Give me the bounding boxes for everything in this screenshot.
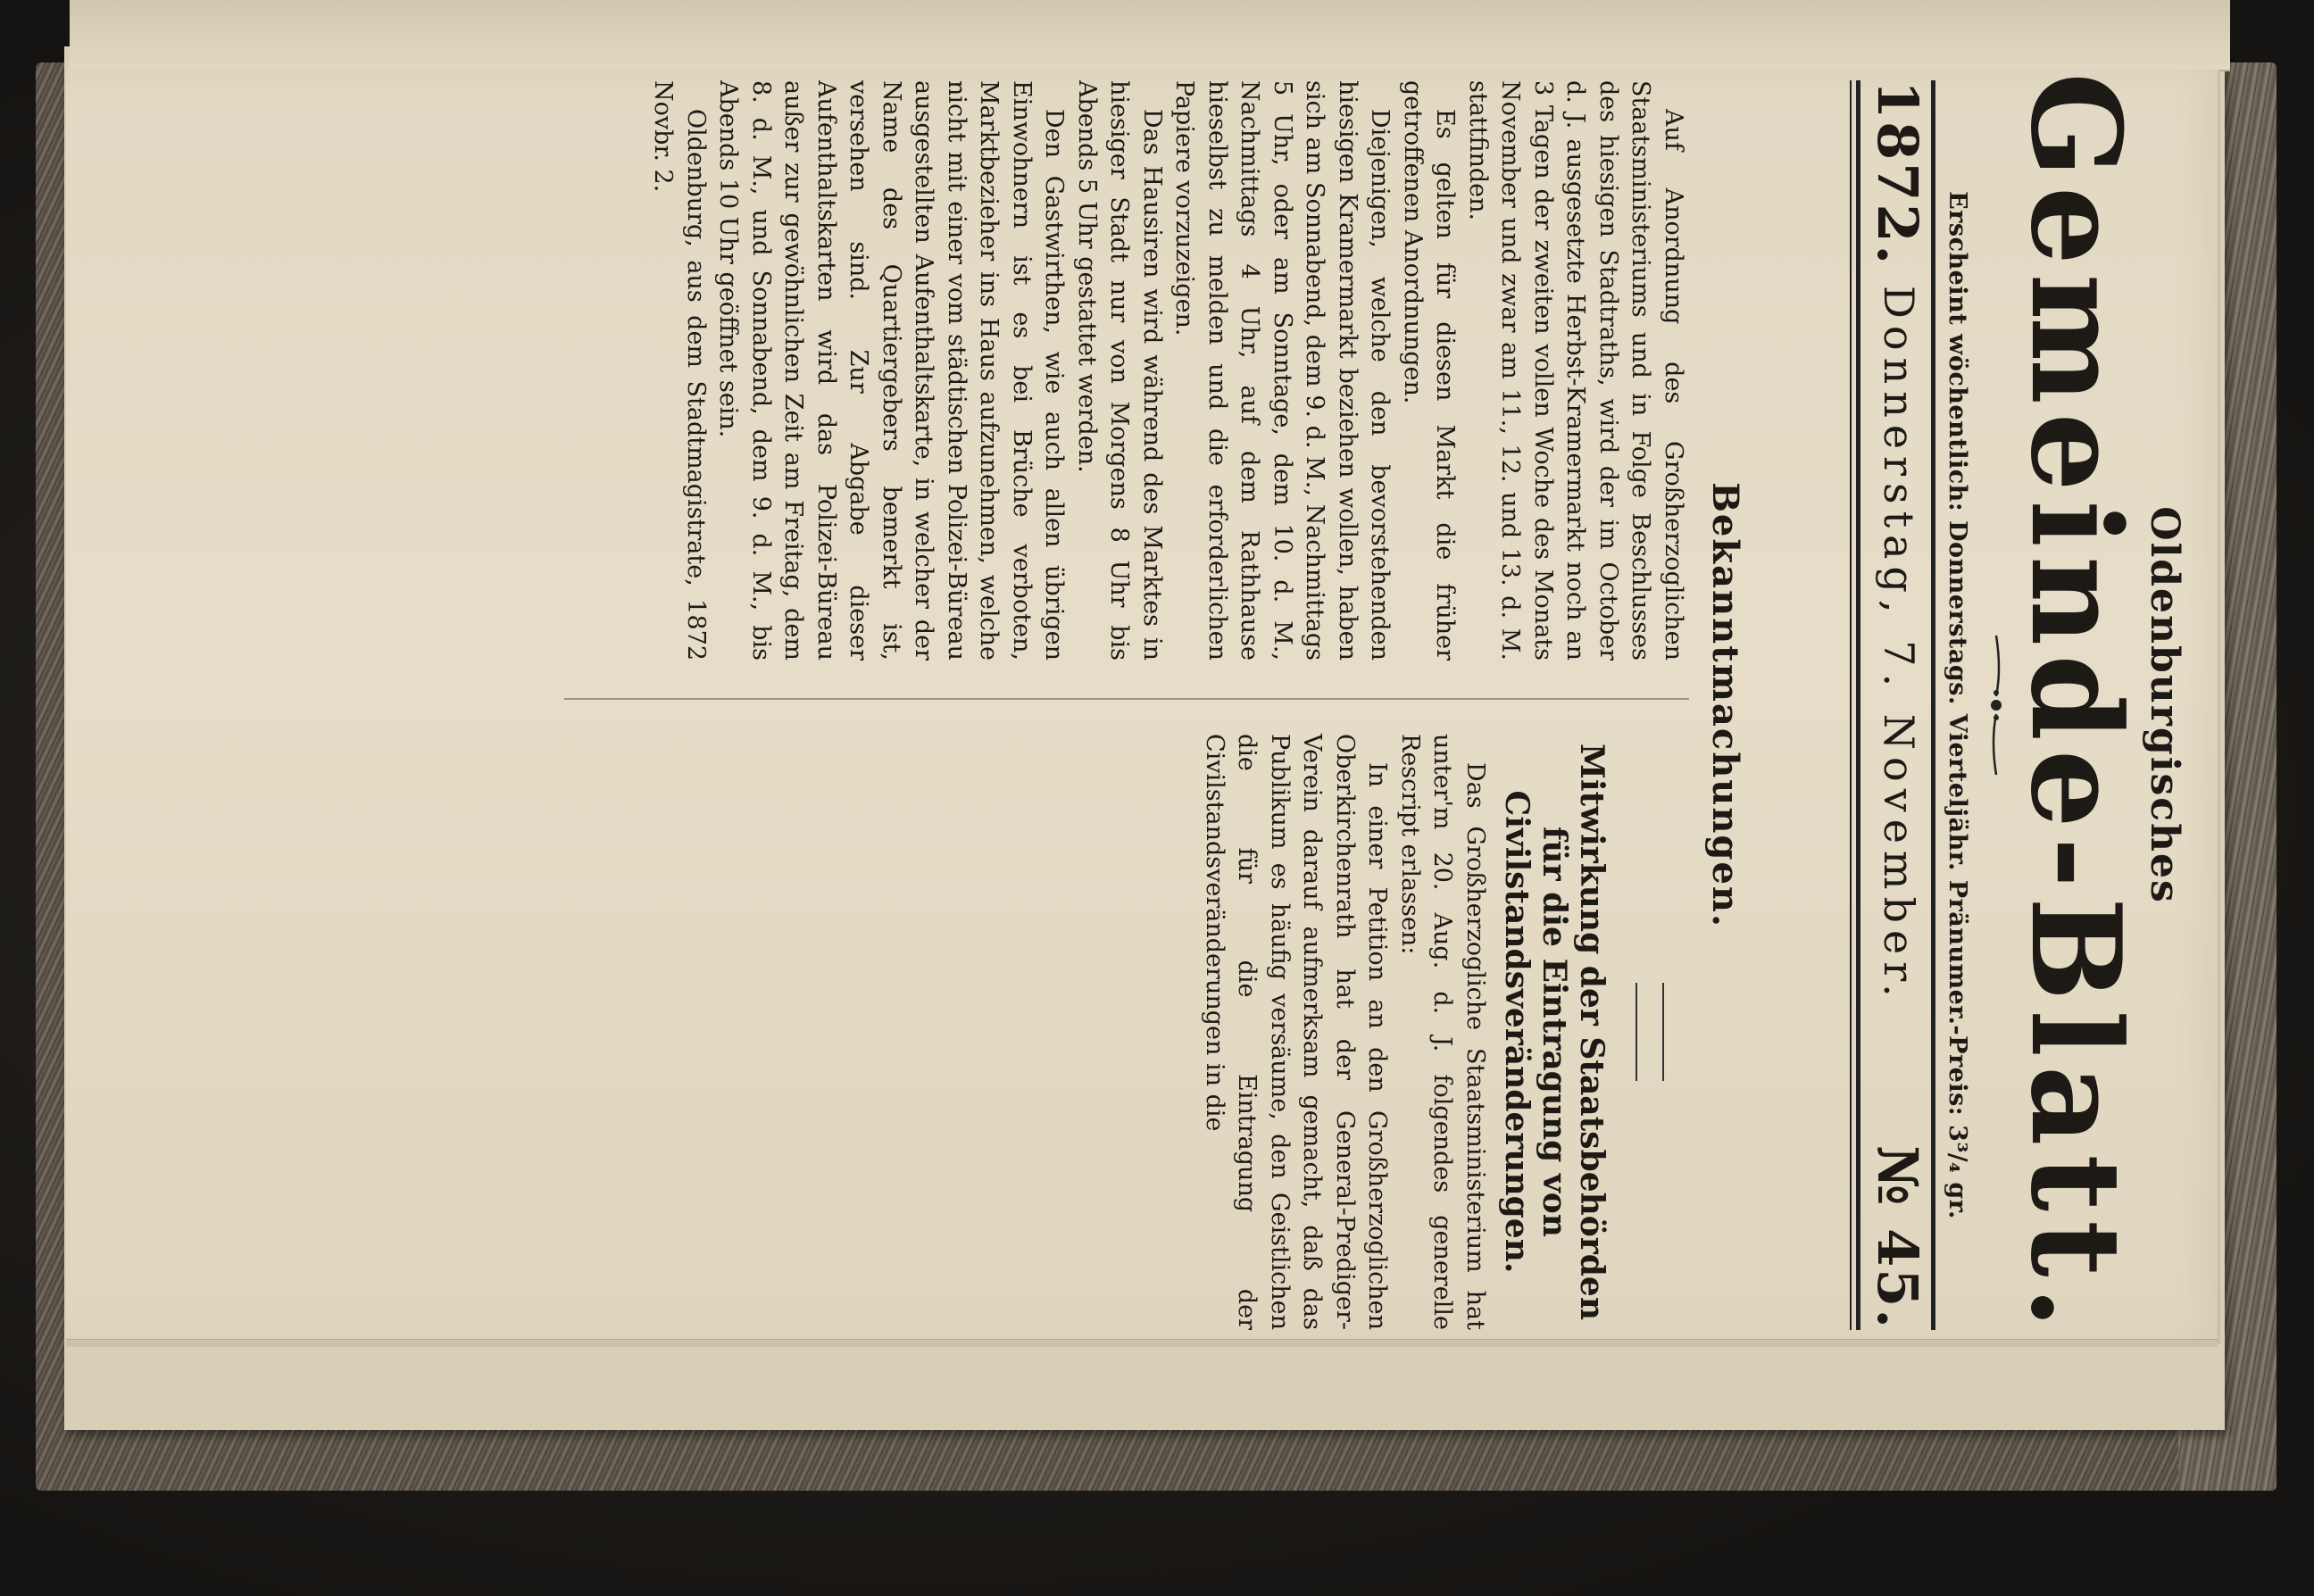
masthead-place-title: Oldenburgisches [2142,506,2187,904]
left-paragraph-5: Den Gastwirthen, wie auch allen übrigen Einwohnern ist es bei Brüche verboten, Marktbezieher ins Haus aufzunehmen, welche nicht mit einer vom städtischen Polizei-Büreau ausgestellten Aufenthaltskarte, in welcher der Name des Quartiergebers bemerkt ist, versehen sind. Zur Abgabe dieser Aufenthaltskarten wird das Polizei-Büreau außer zur gewöhnlichen Zeit am Freitag, dem 8. d. M., und Sonnabend, dem 9. d. M., bis Abends 10 Uhr geöffnet sein. [714,80,1069,661]
masthead-rule-bottom [1856,80,1860,1330]
right-column [1198,734,1690,1330]
rotated-page-content [66,71,2218,1339]
left-signoff: Oldenburg, aus dem Stadtmagistrate, 1872 Novbr. 2. [649,80,710,661]
article-separator-2 [1636,983,1637,1081]
masthead-frequency-line: Erscheint wöchentlich: Donnerstags. Vierteljähr. Pränumer.-Preis: 3³/₄ gr. [1944,191,1971,1219]
left-paragraph-3: Diejenigen, welche den bevorstehenden hiesigen Kramermarkt beziehen wollen, haben sich am Sonnabend, dem 9. d. M., Nachmittags 5 Uhr, oder am Sonntage, dem 10. d. M., Nachmittags 4 Uhr, auf dem Rathhause hieselbst zu melden und die erforderlichen Papiere vorzuzeigen. [1170,80,1394,661]
issue-date: Donnerstag, 7. November. [1875,286,1923,1004]
article-title: Mitwirkung der Staatsbehörden für die Eintragung von Civilstandsveränderungen. [1498,743,1611,1320]
left-paragraph-4: Das Hausiren wird während des Marktes in hiesiger Stadt nur von Morgens 8 Uhr bis Abends 5 Uhr gestattet werden. [1073,80,1166,661]
column-divider [564,698,1689,700]
section-heading-announcements: Bekanntmachungen. [1704,482,1746,928]
ornament-divider-icon [1978,634,2014,777]
issue-year: 1872. [1865,80,1930,268]
page-bottom-edge [66,1339,2218,1347]
issue-line [1859,80,1930,1330]
right-paragraph-1: Das Großherzogliche Staatsministerium hat unter'm 20. Aug. d. J. folgendes generelle Rescript erlassen: [1396,734,1489,1330]
issue-number: № 45. [1865,1145,1930,1330]
left-column [646,80,1689,661]
masthead-rule-bottom-thin [1850,80,1852,1330]
left-paragraph-2: Es gelten für diesen Markt die früher getroffenen Anordnungen. [1399,80,1460,661]
masthead-rule-top [1931,80,1935,1330]
previous-page-edge [70,0,2230,71]
right-paragraph-2: In einer Petition an den Großherzoglichen Oberkirchenrath hat der General-Prediger-Verein darauf aufmerksam gemacht, daß das Publikum es häufig versäume, den Geistlichen die für die Eintragung der Civilstandsveränderungen in die [1201,734,1392,1330]
masthead-paper-title: Gemeinde-Blatt. [2003,72,2149,1338]
left-paragraph-1: Auf Anordnung des Großherzoglichen Staatsministeriums und in Folge Beschlusses des hiesigen Stadtraths, wird der im October d. J. ausgesetzte Herbst-Kramermarkt noch an 3 Tagen der zweiten vollen Woche des Monats November und zwar am 11., 12. und 13. d. M. stattfinden. [1464,80,1687,661]
article-separator [1662,983,1664,1081]
